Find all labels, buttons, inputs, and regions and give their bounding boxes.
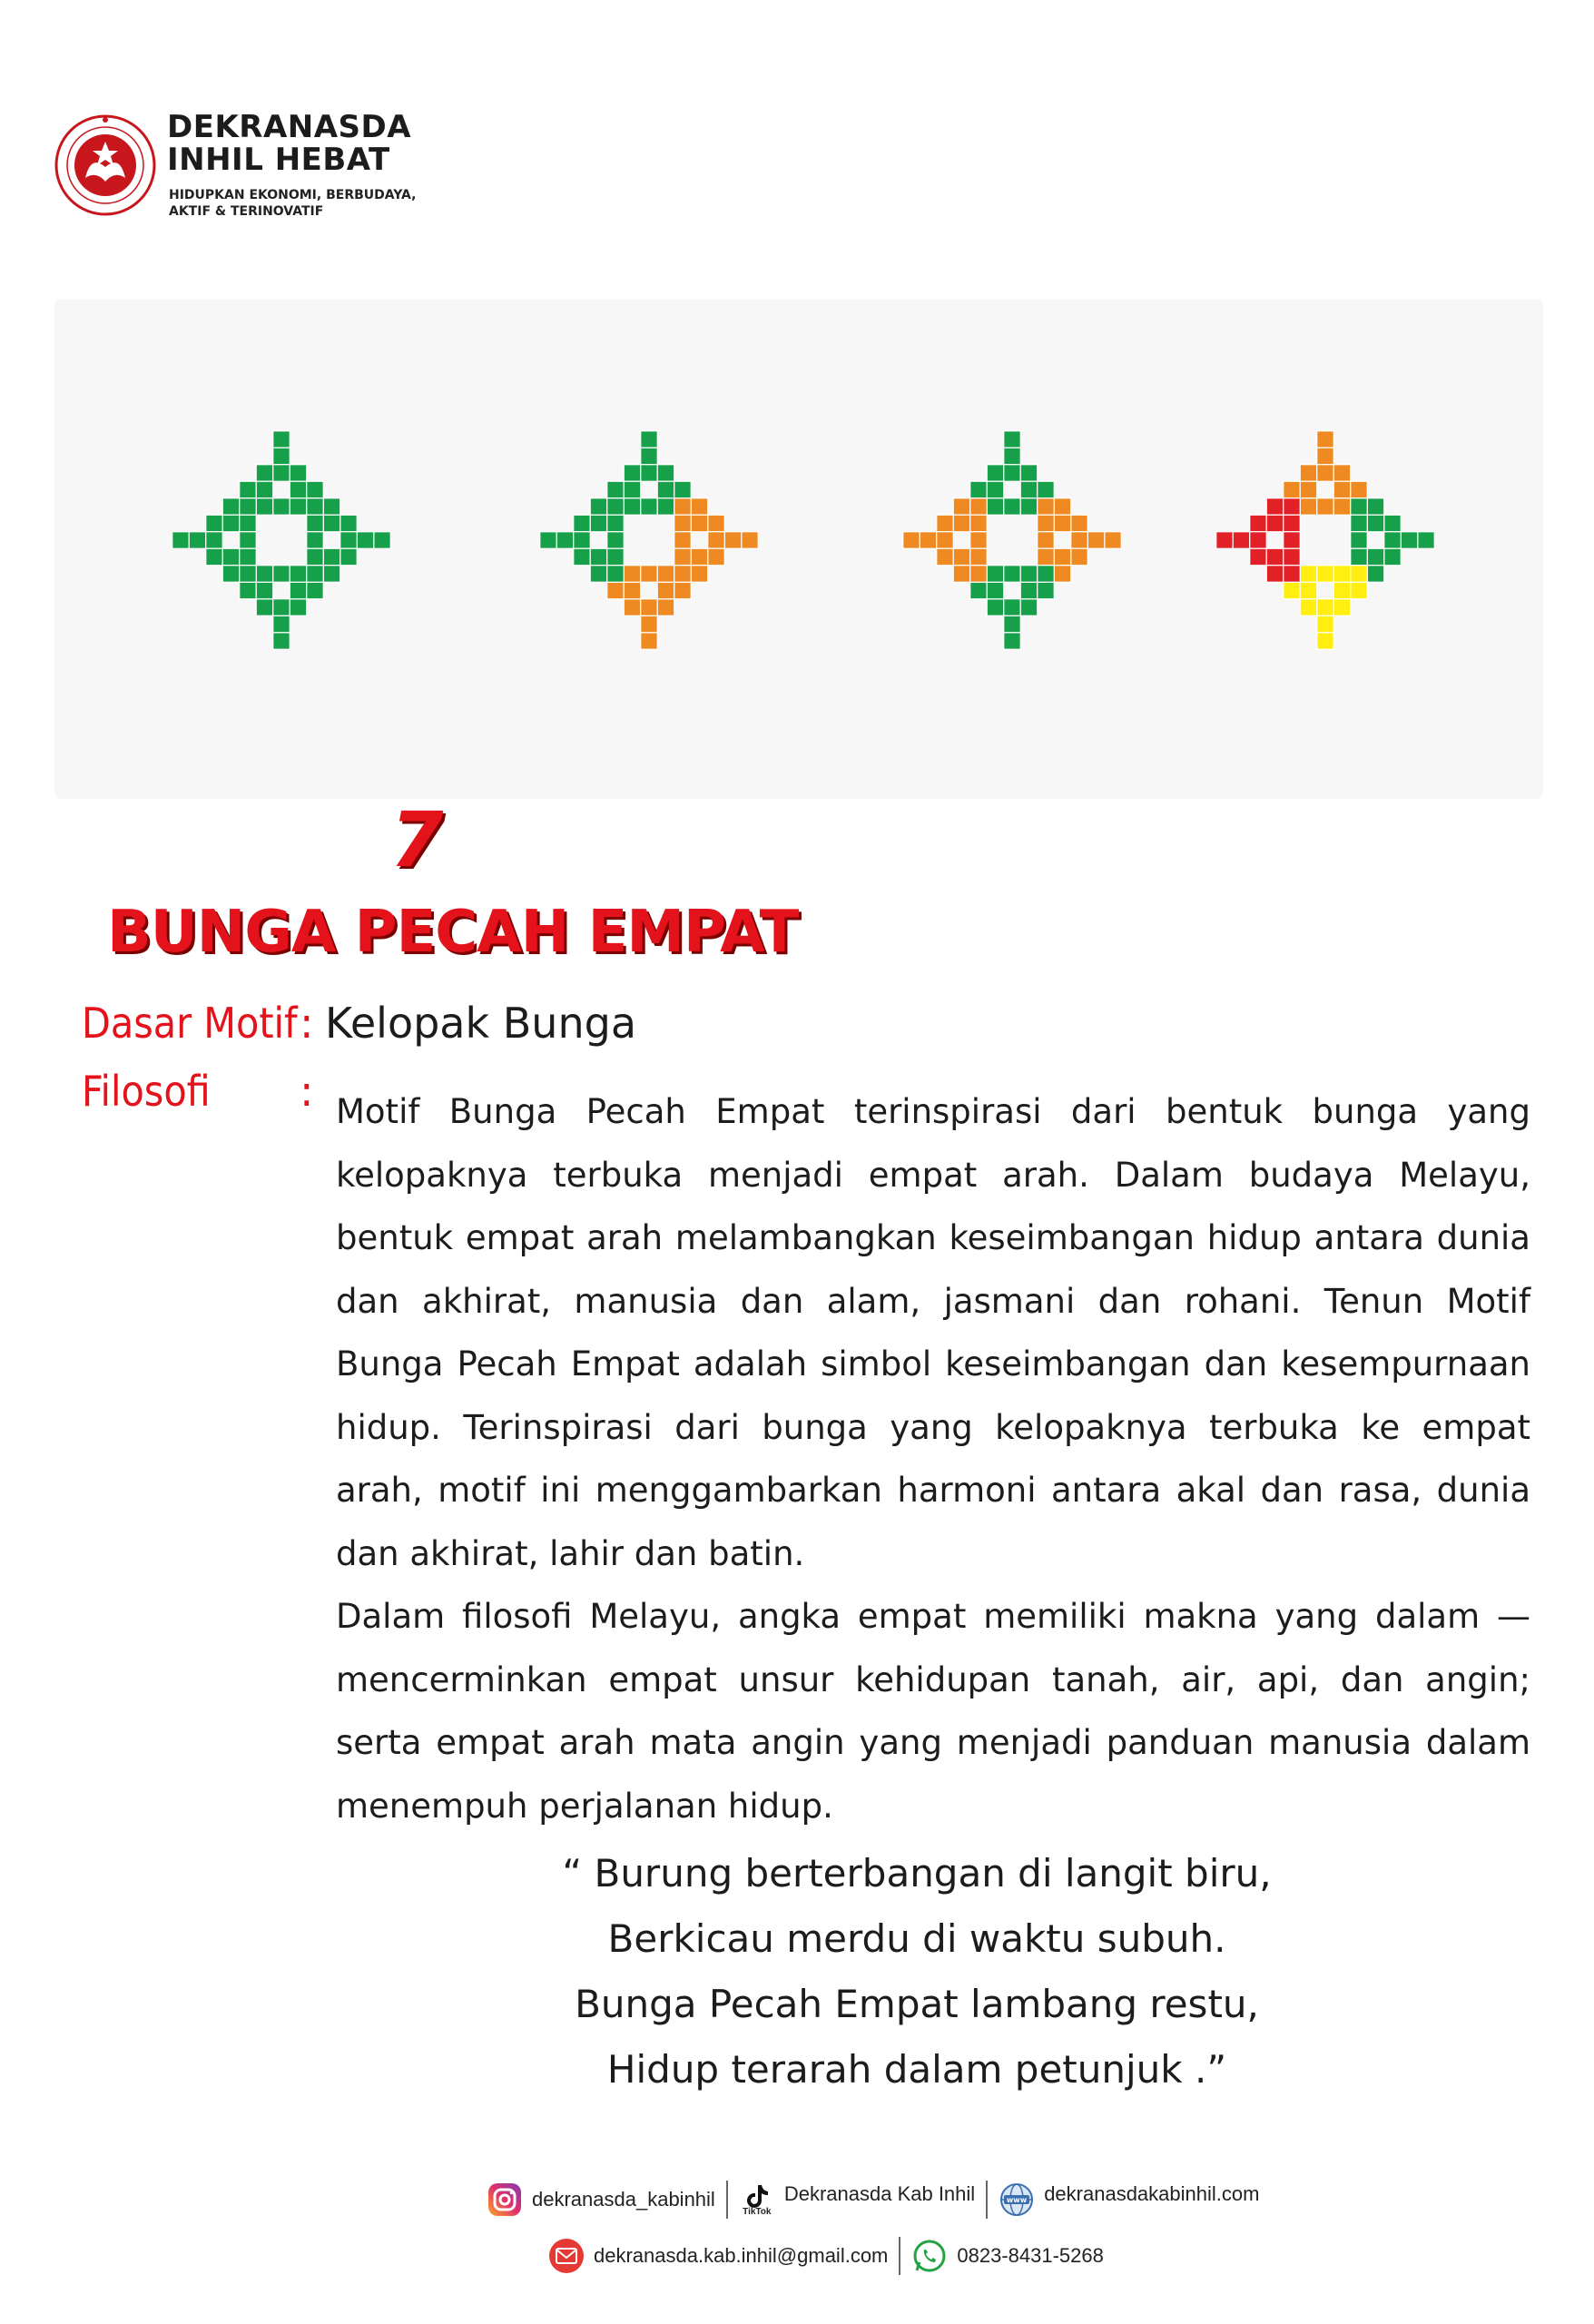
motif-cell: [1317, 633, 1334, 650]
motif-cell: [323, 498, 340, 516]
motif-cell: [1317, 615, 1334, 633]
motif-cell: [657, 498, 674, 516]
motif-cell: [189, 532, 206, 549]
motif-cell: [674, 582, 692, 599]
motif-cell: [970, 532, 988, 549]
motif-cell: [222, 498, 240, 516]
motif-cell: [1020, 566, 1038, 583]
motif-cell: [240, 515, 257, 532]
motif-cell: [691, 515, 708, 532]
motif-cell: [1038, 548, 1055, 566]
motif-cell: [340, 515, 358, 532]
motif-cell: [607, 532, 625, 549]
motif-cell: [937, 548, 954, 566]
motif-cell: [307, 515, 324, 532]
motif-cell: [273, 431, 290, 448]
phone-number: 0823-8431-5268: [957, 2244, 1104, 2267]
motif-cell: [590, 515, 607, 532]
motif-cell: [1333, 566, 1351, 583]
motif-cell: [674, 481, 692, 498]
motif-cell: [920, 532, 937, 549]
instagram-icon: [487, 2181, 523, 2218]
tiktok-link[interactable]: [739, 2183, 975, 2217]
motif-cell: [1071, 532, 1088, 549]
motif-cell: [953, 498, 970, 516]
tiktok-icon: [743, 2183, 771, 2209]
motif-cell: [290, 498, 307, 516]
motif-cell: [323, 548, 340, 566]
poem-line-4: Hidup terarah dalam petunjuk .”: [606, 2047, 1227, 2092]
poem-line-3: Bunga Pecah Empat lambang restu,: [575, 1982, 1259, 2026]
motif-cell: [1300, 465, 1317, 482]
motif-cell: [1250, 532, 1267, 549]
colon-separator: :: [300, 999, 314, 1048]
motif-cell: [1071, 548, 1088, 566]
motif-cell: [742, 532, 759, 549]
motif-cell: [1038, 481, 1055, 498]
motif-cell: [1004, 633, 1021, 650]
motif-cell: [1216, 532, 1234, 549]
phone-link[interactable]: [911, 2238, 1103, 2274]
motif-cell: [323, 566, 340, 583]
motif-cell: [256, 498, 273, 516]
motif-cell: [374, 532, 391, 549]
motif-cell: [624, 465, 641, 482]
motif-cell: [1266, 498, 1284, 516]
motif-cell: [1367, 498, 1384, 516]
motif-illustration: [54, 300, 1543, 799]
motif-cell: [657, 599, 674, 616]
motif-cell: [641, 599, 658, 616]
motif-cell: [556, 532, 574, 549]
motif-cell: [1004, 448, 1021, 465]
filosofi-label: Filosofi: [82, 1067, 211, 1116]
motif-cell: [222, 566, 240, 583]
motif-cell: [357, 532, 374, 549]
motif-cell: [624, 599, 641, 616]
motif-cell: [657, 465, 674, 482]
motif-cell: [607, 498, 625, 516]
filosofi-paragraph-2: Dalam filosofi Melayu, angka empat memiliki makna yang dalam — mencerminkan empat unsur kehidupan tanah, air, api, dan angin; serta empat arah mata angin yang menjadi panduan manusia dalam menempuh perjalanan hidup.: [336, 1597, 1530, 1826]
motif-cell: [1351, 481, 1368, 498]
footer-divider: [986, 2181, 988, 2219]
email-link[interactable]: [548, 2238, 888, 2274]
motif-cell: [206, 548, 223, 566]
brand-line-1: DEKRANASDA: [167, 109, 412, 145]
motif-cell: [641, 633, 658, 650]
motif-cell: [1384, 548, 1402, 566]
instagram-link[interactable]: [487, 2181, 715, 2218]
motif-cell: [240, 582, 257, 599]
footer-divider: [726, 2181, 728, 2219]
motif-cell: [641, 448, 658, 465]
motif-cell: [691, 548, 708, 566]
motif-cell: [624, 582, 641, 599]
motif-cell: [590, 548, 607, 566]
motif-cell: [1250, 548, 1267, 566]
motif-cell: [1054, 548, 1071, 566]
motif-cell: [307, 481, 324, 498]
svg-text:www: www: [1007, 2196, 1028, 2204]
motif-cell: [574, 515, 591, 532]
motif-number: 7: [390, 795, 444, 884]
motif-cell: [1284, 582, 1301, 599]
filosofi-paragraph-1: Motif Bunga Pecah Empat terinspirasi dari bentuk bunga yang kelopaknya terbuka menjadi empat arah. Dalam budaya Melayu, bentuk empat arah melambangkan keseimbangan hidup antara dunia dan akhirat, manusia dan alam, jasmani dan rohani. Tenun Motif Bunga Pecah Empat adalah simbol keseimbangan dan kesempurnaan hidup. Terinspirasi dari bunga yang kelopaknya terbuka ke empat arah, motif ini menggambarkan harmoni antara akal dan rasa, dunia dan akhirat, lahir dan batin.: [336, 1092, 1530, 1573]
instagram-handle: dekranasda_kabinhil: [532, 2188, 715, 2211]
poem-line-2: Berkicau merdu di waktu subuh.: [607, 1916, 1226, 1961]
motif-cell: [953, 515, 970, 532]
motif-cell: [273, 599, 290, 616]
motif-cell: [1333, 465, 1351, 482]
motif-cell: [1071, 515, 1088, 532]
tiktok-label: TikTok: [743, 2206, 772, 2217]
motif-cell: [1333, 498, 1351, 516]
motif-flower-3: [903, 431, 1122, 650]
dasar-motif-value: Kelopak Bunga: [325, 999, 637, 1048]
motif-cell: [1266, 566, 1284, 583]
motif-cell: [1038, 515, 1055, 532]
motif-cell: [1418, 532, 1435, 549]
motif-cell: [240, 548, 257, 566]
brand-title: [167, 111, 411, 176]
motif-cell: [1004, 498, 1021, 516]
motif-cell: [1333, 582, 1351, 599]
motif-cell: [657, 582, 674, 599]
email-icon: [548, 2238, 585, 2274]
motif-cell: [1351, 498, 1368, 516]
motif-cell: [1367, 548, 1384, 566]
motif-cell: [1020, 498, 1038, 516]
motif-cell: [641, 431, 658, 448]
tiktok-logo: [739, 2183, 775, 2217]
motif-cell: [987, 481, 1004, 498]
motif-cell: [1284, 566, 1301, 583]
motif-cell: [206, 532, 223, 549]
brand-header: [54, 111, 436, 229]
motif-cell: [691, 566, 708, 583]
motif-cell: [540, 532, 557, 549]
motif-cell: [674, 548, 692, 566]
motif-cell: [624, 566, 641, 583]
motif-cell: [222, 515, 240, 532]
motif-cell: [674, 532, 692, 549]
motif-cell: [708, 548, 725, 566]
motif-cell: [1317, 448, 1334, 465]
motif-cell: [1300, 498, 1317, 516]
whatsapp-icon: [911, 2238, 948, 2274]
motif-cell: [340, 532, 358, 549]
footer-contact-row: [548, 2237, 1104, 2275]
motif-cell: [290, 599, 307, 616]
pantun-poem: [490, 1841, 1343, 2102]
motif-cell: [240, 498, 257, 516]
motif-cell: [256, 566, 273, 583]
motif-cell: [1351, 532, 1368, 549]
motif-cell: [1266, 515, 1284, 532]
motif-cell: [607, 481, 625, 498]
motif-cell: [970, 566, 988, 583]
motif-cell: [657, 566, 674, 583]
motif-cell: [1351, 515, 1368, 532]
motif-cell: [206, 515, 223, 532]
motif-cell: [1367, 566, 1384, 583]
motif-cell: [1087, 532, 1105, 549]
motif-cell: [172, 532, 190, 549]
motif-cell: [970, 582, 988, 599]
motif-cell: [340, 548, 358, 566]
motif-title: BUNGA PECAH EMPAT: [107, 899, 799, 966]
motif-cell: [607, 515, 625, 532]
globe-icon: [999, 2181, 1035, 2218]
motif-cell: [574, 548, 591, 566]
motif-cell: [1284, 481, 1301, 498]
motif-cell: [1351, 582, 1368, 599]
motif-cell: [1020, 465, 1038, 482]
motif-cell: [1384, 532, 1402, 549]
motif-cell: [1284, 515, 1301, 532]
motif-cell: [240, 566, 257, 583]
website-link[interactable]: [999, 2181, 1259, 2218]
motif-cell: [240, 481, 257, 498]
motif-cell: [987, 566, 1004, 583]
motif-cell: [574, 532, 591, 549]
motif-cell: [1317, 599, 1334, 616]
motif-cell: [1317, 498, 1334, 516]
motif-cell: [953, 548, 970, 566]
motif-cell: [708, 515, 725, 532]
motif-cell: [953, 566, 970, 583]
motif-cell: [674, 566, 692, 583]
brand-line-2: INHIL HEBAT: [167, 142, 390, 178]
motif-cell: [1004, 615, 1021, 633]
motif-cell: [1054, 515, 1071, 532]
motif-cell: [307, 532, 324, 549]
poem-line-1: “ Burung berterbangan di langit biru,: [562, 1851, 1272, 1896]
motif-cell: [970, 498, 988, 516]
dekranasda-logo: [54, 114, 156, 216]
motif-cell: [1367, 515, 1384, 532]
motif-cell: [1266, 548, 1284, 566]
motif-cell: [273, 566, 290, 583]
motif-cell: [256, 481, 273, 498]
motif-cell: [987, 582, 1004, 599]
motif-cell: [1233, 532, 1250, 549]
motif-cell: [222, 548, 240, 566]
filosofi-text: [336, 1080, 1530, 1837]
brand-tagline: [169, 187, 441, 220]
motif-cell: [256, 465, 273, 482]
motif-flower-2: [540, 431, 759, 650]
motif-cell: [1284, 498, 1301, 516]
motif-cell: [1351, 566, 1368, 583]
motif-cell: [607, 548, 625, 566]
motif-cell: [307, 566, 324, 583]
motif-cell: [590, 498, 607, 516]
motif-cell: [607, 582, 625, 599]
motif-cell: [970, 515, 988, 532]
motif-cell: [1038, 532, 1055, 549]
motif-cell: [674, 515, 692, 532]
motif-cell: [641, 615, 658, 633]
motif-cell: [273, 615, 290, 633]
motif-cell: [307, 498, 324, 516]
motif-cell: [1004, 431, 1021, 448]
motif-cell: [590, 566, 607, 583]
motif-cell: [1054, 566, 1071, 583]
motif-cell: [624, 481, 641, 498]
motif-cell: [290, 465, 307, 482]
motif-cell: [691, 498, 708, 516]
motif-cell: [273, 448, 290, 465]
motif-cell: [1038, 582, 1055, 599]
motif-cell: [290, 582, 307, 599]
dasar-motif-label: Dasar Motif: [82, 999, 298, 1048]
email-address: dekranasda.kab.inhil@gmail.com: [594, 2244, 889, 2267]
motif-cell: [1401, 532, 1418, 549]
motif-pattern-graphic: [54, 300, 1543, 799]
motif-cell: [987, 498, 1004, 516]
motif-cell: [724, 532, 742, 549]
tiktok-handle: Dekranasda Kab Inhil: [783, 2182, 976, 2205]
motif-cell: [657, 481, 674, 498]
motif-cell: [273, 633, 290, 650]
motif-cell: [290, 481, 307, 498]
motif-cell: [1054, 498, 1071, 516]
motif-flower-1: [172, 431, 391, 650]
motif-cell: [1105, 532, 1122, 549]
motif-cell: [1250, 515, 1267, 532]
motif-cell: [987, 465, 1004, 482]
motif-cell: [1020, 599, 1038, 616]
motif-cell: [1284, 532, 1301, 549]
motif-cell: [1384, 515, 1402, 532]
motif-cell: [1300, 599, 1317, 616]
motif-cell: [970, 548, 988, 566]
motif-cell: [273, 498, 290, 516]
motif-flower-4: [1216, 431, 1435, 650]
motif-cell: [607, 566, 625, 583]
tagline-line-1: HIDUPKAN EKONOMI, BERBUDAYA,: [169, 188, 417, 202]
motif-cell: [708, 532, 725, 549]
tagline-line-2: AKTIF & TERINOVATIF: [169, 204, 324, 219]
footer-divider: [899, 2237, 900, 2275]
motif-cell: [1317, 431, 1334, 448]
motif-cell: [903, 532, 920, 549]
motif-cell: [1300, 481, 1317, 498]
motif-cell: [1038, 566, 1055, 583]
motif-cell: [1317, 566, 1334, 583]
motif-cell: [290, 566, 307, 583]
footer-social-row: [487, 2181, 1259, 2219]
motif-cell: [256, 599, 273, 616]
motif-cell: [1300, 582, 1317, 599]
motif-cell: [1284, 548, 1301, 566]
motif-cell: [1351, 548, 1368, 566]
motif-cell: [1004, 465, 1021, 482]
motif-cell: [1004, 599, 1021, 616]
motif-cell: [1317, 465, 1334, 482]
motif-cell: [937, 515, 954, 532]
motif-cell: [273, 465, 290, 482]
motif-cell: [641, 498, 658, 516]
motif-cell: [1020, 582, 1038, 599]
motif-cell: [1333, 599, 1351, 616]
motif-cell: [970, 481, 988, 498]
motif-cell: [624, 498, 641, 516]
motif-cell: [323, 515, 340, 532]
motif-cell: [937, 532, 954, 549]
motif-cell: [307, 582, 324, 599]
motif-cell: [641, 465, 658, 482]
motif-cell: [987, 599, 1004, 616]
motif-cell: [1004, 566, 1021, 583]
motif-cell: [240, 532, 257, 549]
motif-cell: [641, 566, 658, 583]
motif-cell: [307, 548, 324, 566]
motif-cell: [674, 498, 692, 516]
motif-cell: [1333, 481, 1351, 498]
colon-separator: :: [300, 1067, 314, 1116]
motif-cell: [1300, 566, 1317, 583]
motif-cell: [256, 582, 273, 599]
website-url: dekranasdakabinhil.com: [1044, 2182, 1260, 2205]
motif-cell: [1020, 481, 1038, 498]
motif-cell: [1038, 498, 1055, 516]
